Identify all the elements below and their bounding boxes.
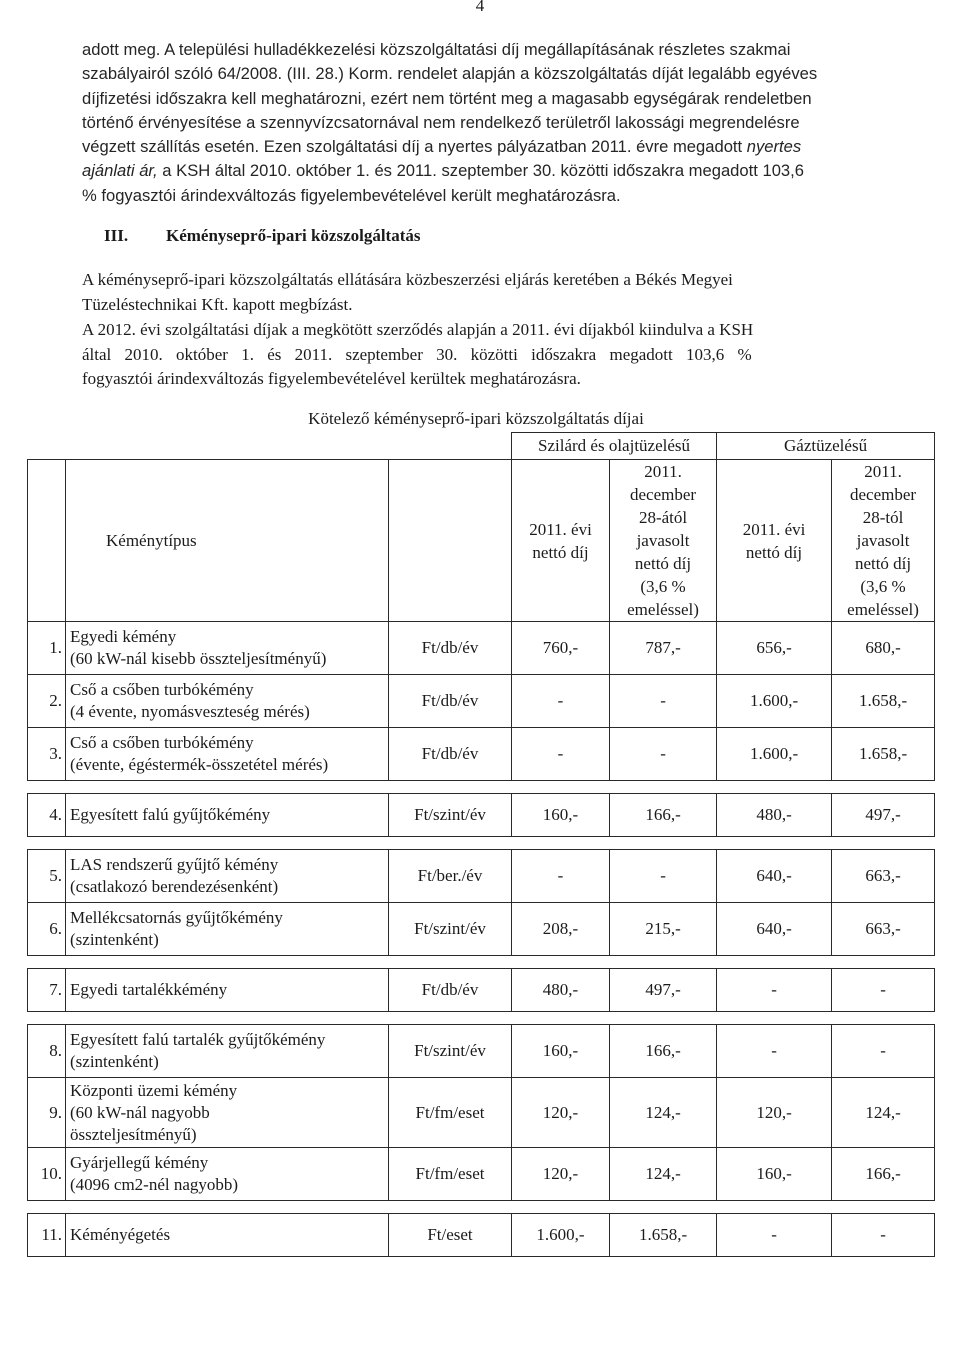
fee-2011-gas: 640,-	[717, 903, 832, 956]
chimney-type	[66, 1214, 389, 1257]
fee-2011-gas: -	[717, 969, 832, 1012]
unit: Ft/ber./év	[389, 850, 512, 903]
section-title: Kéményseprő-ipari közszolgáltatás	[166, 226, 421, 245]
paragraph-fees	[82, 318, 882, 392]
column-header-proposed-gas: 2011. december 28-tól javasolt nettó díj (3,6 % emeléssel)	[832, 460, 935, 622]
row-number: 8.	[28, 1025, 66, 1078]
unit: Ft/db/év	[389, 728, 512, 781]
section-number: III.	[104, 226, 129, 245]
chimney-type	[66, 728, 389, 781]
chimney-type-line: Egyedi tartalékkémény	[70, 980, 228, 999]
fee-2011-solid: 120,-	[512, 1148, 610, 1201]
row-number: 10.	[28, 1148, 66, 1201]
fee-proposed-solid: 124,-	[610, 1148, 717, 1201]
row-number: 4.	[28, 794, 66, 837]
table-row	[28, 969, 935, 1012]
fee-proposed-solid: -	[610, 850, 717, 903]
page-number: 4	[475, 0, 485, 15]
table-row	[28, 903, 935, 956]
chimney-type-line: Mellékcsatornás gyűjtőkémény	[70, 908, 283, 927]
fee-2011-gas: 640,-	[717, 850, 832, 903]
fee-2011-solid: -	[512, 850, 610, 903]
paragraph-line: fogyasztói árindexváltozás figyelembevételével kerültek meghatározásra.	[82, 369, 581, 389]
row-number: 1.	[28, 622, 66, 675]
unit: Ft/fm/eset	[389, 1148, 512, 1201]
intro-line: végzett szállítás esetén. Ezen szolgáltatási díj a nyertes pályázatban 2011. évre megadott nyertes	[82, 137, 802, 157]
fee-proposed-solid: -	[610, 728, 717, 781]
column-header-2011-gas: 2011. évi nettó díj	[717, 460, 832, 622]
fee-proposed-gas: 166,-	[832, 1148, 935, 1201]
chimney-type-line: (szintenként)	[70, 930, 159, 949]
chimney-type	[66, 1025, 389, 1078]
fee-2011-solid: 480,-	[512, 969, 610, 1012]
intro-line: % fogyasztói árindexváltozás figyelembevételével került meghatározásra.	[82, 185, 621, 205]
chimney-type-line: Központi üzemi kémény	[70, 1080, 238, 1100]
intro-line: szabályairól szóló 64/2008. (III. 28.) Korm. rendelet alapján a közszolgáltatás díját legalább egyéves	[82, 64, 818, 84]
chimney-type-line: (4096 cm2-nél nagyobb)	[70, 1175, 239, 1194]
unit: Ft/db/év	[389, 969, 512, 1012]
fee-proposed-gas: 663,-	[832, 850, 935, 903]
fee-proposed-gas: 1.658,-	[832, 675, 935, 728]
table-row	[28, 622, 935, 675]
table-row	[28, 1214, 935, 1257]
group-gas: Gáztüzelésű	[717, 433, 935, 460]
chimney-type	[66, 794, 389, 837]
chimney-type-line: Cső a csőben turbókémény	[70, 733, 254, 752]
column-header-type: Kéménytípus	[66, 460, 389, 622]
row-number: 11.	[28, 1214, 66, 1257]
table-body	[28, 622, 935, 1257]
intro-italic: ajánlati ár,	[82, 161, 158, 181]
unit: Ft/eset	[389, 1214, 512, 1257]
paragraph-line: A 2012. évi szolgáltatási díjak a megkötött szerződés alapján a 2011. évi díjakból kiindulva a KSH	[82, 320, 754, 339]
unit: Ft/szint/év	[389, 1025, 512, 1078]
row-number: 2.	[28, 675, 66, 728]
group-solid-fuel: Szilárd és olajtüzelésű	[512, 433, 717, 460]
fee-proposed-solid: 215,-	[610, 903, 717, 956]
table-row	[28, 850, 935, 903]
fee-proposed-solid: 497,-	[610, 969, 717, 1012]
unit: Ft/szint/év	[389, 903, 512, 956]
fee-2011-gas: -	[717, 1025, 832, 1078]
chimney-type-line: (csatlakozó berendezésenként)	[70, 877, 279, 896]
fee-proposed-gas: 497,-	[832, 794, 935, 837]
table-header-groups	[28, 433, 935, 460]
fee-2011-solid: -	[512, 675, 610, 728]
fee-2011-gas: 480,-	[717, 794, 832, 837]
table-row	[28, 1025, 935, 1078]
chimney-type-line: Egyedi kémény	[70, 627, 177, 646]
table-header-columns	[28, 460, 935, 622]
fee-2011-gas: 656,-	[717, 622, 832, 675]
fee-2011-gas: 120,-	[717, 1078, 832, 1148]
intro-line: ajánlati ár, a KSH által 2010. október 1. és 2011. szeptember 30. közötti időszakra megadott 103,6	[82, 161, 804, 181]
fee-table	[27, 432, 935, 1257]
table-row	[28, 728, 935, 781]
chimney-type	[66, 903, 389, 956]
row-number: 9.	[28, 1078, 66, 1148]
chimney-type	[66, 850, 389, 903]
paragraph-line: Tüzeléstechnikai Kft. kapott megbízást.	[82, 294, 353, 314]
chimney-type	[66, 1148, 389, 1201]
fee-proposed-solid: -	[610, 675, 717, 728]
fee-2011-gas: -	[717, 1214, 832, 1257]
fee-proposed-gas: 663,-	[832, 903, 935, 956]
fee-proposed-gas: 680,-	[832, 622, 935, 675]
row-separator	[28, 956, 935, 969]
intro-italic: nyertes	[746, 137, 802, 157]
chimney-type-line: Cső a csőben turbókémény	[70, 680, 254, 699]
unit: Ft/szint/év	[389, 794, 512, 837]
fee-proposed-solid: 787,-	[610, 622, 717, 675]
fee-proposed-solid: 1.658,-	[610, 1214, 717, 1257]
chimney-type-line: Egyesített falú tartalék gyűjtőkémény	[70, 1030, 326, 1049]
column-header-2011-solid: 2011. évi nettó díj	[512, 460, 610, 622]
intro-line: díjfizetési időszakra kell meghatározni, ezért nem történt meg a magasabb egységárak rendeletben	[82, 88, 812, 108]
chimney-type-line: (60 kW-nál nagyobb	[70, 1102, 210, 1122]
table-row	[28, 794, 935, 837]
fee-proposed-gas: -	[832, 969, 935, 1012]
fee-proposed-gas: 1.658,-	[832, 728, 935, 781]
paragraph-contractor	[82, 268, 882, 317]
fee-proposed-gas: -	[832, 1214, 935, 1257]
unit: Ft/db/év	[389, 622, 512, 675]
paragraph-line: A kéményseprő-ipari közszolgáltatás ellátására közbeszerzési eljárás keretében a Békés Megyei	[82, 270, 733, 289]
chimney-type-line: (évente, égéstermék-összetétel mérés)	[70, 755, 329, 774]
chimney-type-line: Kéményégetés	[70, 1225, 171, 1244]
row-number: 7.	[28, 969, 66, 1012]
chimney-type-line: Egyesített falú gyűjtőkémény	[70, 805, 271, 824]
fee-2011-solid: -	[512, 728, 610, 781]
table-caption: Kötelező kéményseprő-ipari közszolgáltatás díjai	[308, 409, 644, 428]
fee-proposed-solid: 166,-	[610, 794, 717, 837]
intro-line: történő érvényesítése a szennyvízcsatornával nem rendelkező területről lakossági megrendelésre	[82, 112, 800, 132]
fee-proposed-solid: 124,-	[610, 1078, 717, 1148]
section-heading	[104, 226, 421, 246]
chimney-type-line: (4 évente, nyomásveszteség mérés)	[70, 702, 310, 721]
fee-2011-solid: 208,-	[512, 903, 610, 956]
fee-2011-solid: 120,-	[512, 1078, 610, 1148]
chimney-type	[66, 969, 389, 1012]
row-separator	[28, 837, 935, 850]
fee-2011-gas: 1.600,-	[717, 728, 832, 781]
chimney-type-line: összteljesítményű)	[70, 1124, 197, 1144]
chimney-type-line: LAS rendszerű gyűjtő kémény	[70, 855, 279, 874]
unit: Ft/fm/eset	[389, 1078, 512, 1148]
fee-2011-solid: 1.600,-	[512, 1214, 610, 1257]
table-row	[28, 1078, 935, 1148]
chimney-type	[66, 622, 389, 675]
chimney-type-line: Gyárjellegű kémény	[70, 1153, 209, 1172]
fee-2011-gas: 160,-	[717, 1148, 832, 1201]
fee-proposed-gas: 124,-	[832, 1078, 935, 1148]
fee-2011-gas: 1.600,-	[717, 675, 832, 728]
chimney-type	[66, 675, 389, 728]
table-row	[28, 1148, 935, 1201]
column-header-proposed-solid: 2011. december 28-ától javasolt nettó díj (3,6 % emeléssel)	[610, 460, 717, 622]
row-number: 5.	[28, 850, 66, 903]
intro-paragraph	[82, 38, 882, 208]
paragraph-line: által 2010. október 1. és 2011. szeptember 30. közötti időszakra megadott 103,6 %	[82, 344, 752, 364]
fee-2011-solid: 760,-	[512, 622, 610, 675]
table-row	[28, 675, 935, 728]
chimney-type-line: (szintenként)	[70, 1052, 159, 1071]
unit: Ft/db/év	[389, 675, 512, 728]
row-separator	[28, 1201, 935, 1214]
row-number: 6.	[28, 903, 66, 956]
intro-line: adott meg. A települési hulladékkezelési közszolgáltatási díj megállapításának részletes szakmai	[82, 40, 791, 59]
row-separator	[28, 781, 935, 794]
fee-proposed-gas: -	[832, 1025, 935, 1078]
chimney-type-line: (60 kW-nál kisebb összteljesítményű)	[70, 649, 327, 668]
row-number: 3.	[28, 728, 66, 781]
fee-2011-solid: 160,-	[512, 794, 610, 837]
fee-2011-solid: 160,-	[512, 1025, 610, 1078]
fee-proposed-solid: 166,-	[610, 1025, 717, 1078]
row-separator	[28, 1012, 935, 1025]
chimney-type	[66, 1078, 389, 1148]
